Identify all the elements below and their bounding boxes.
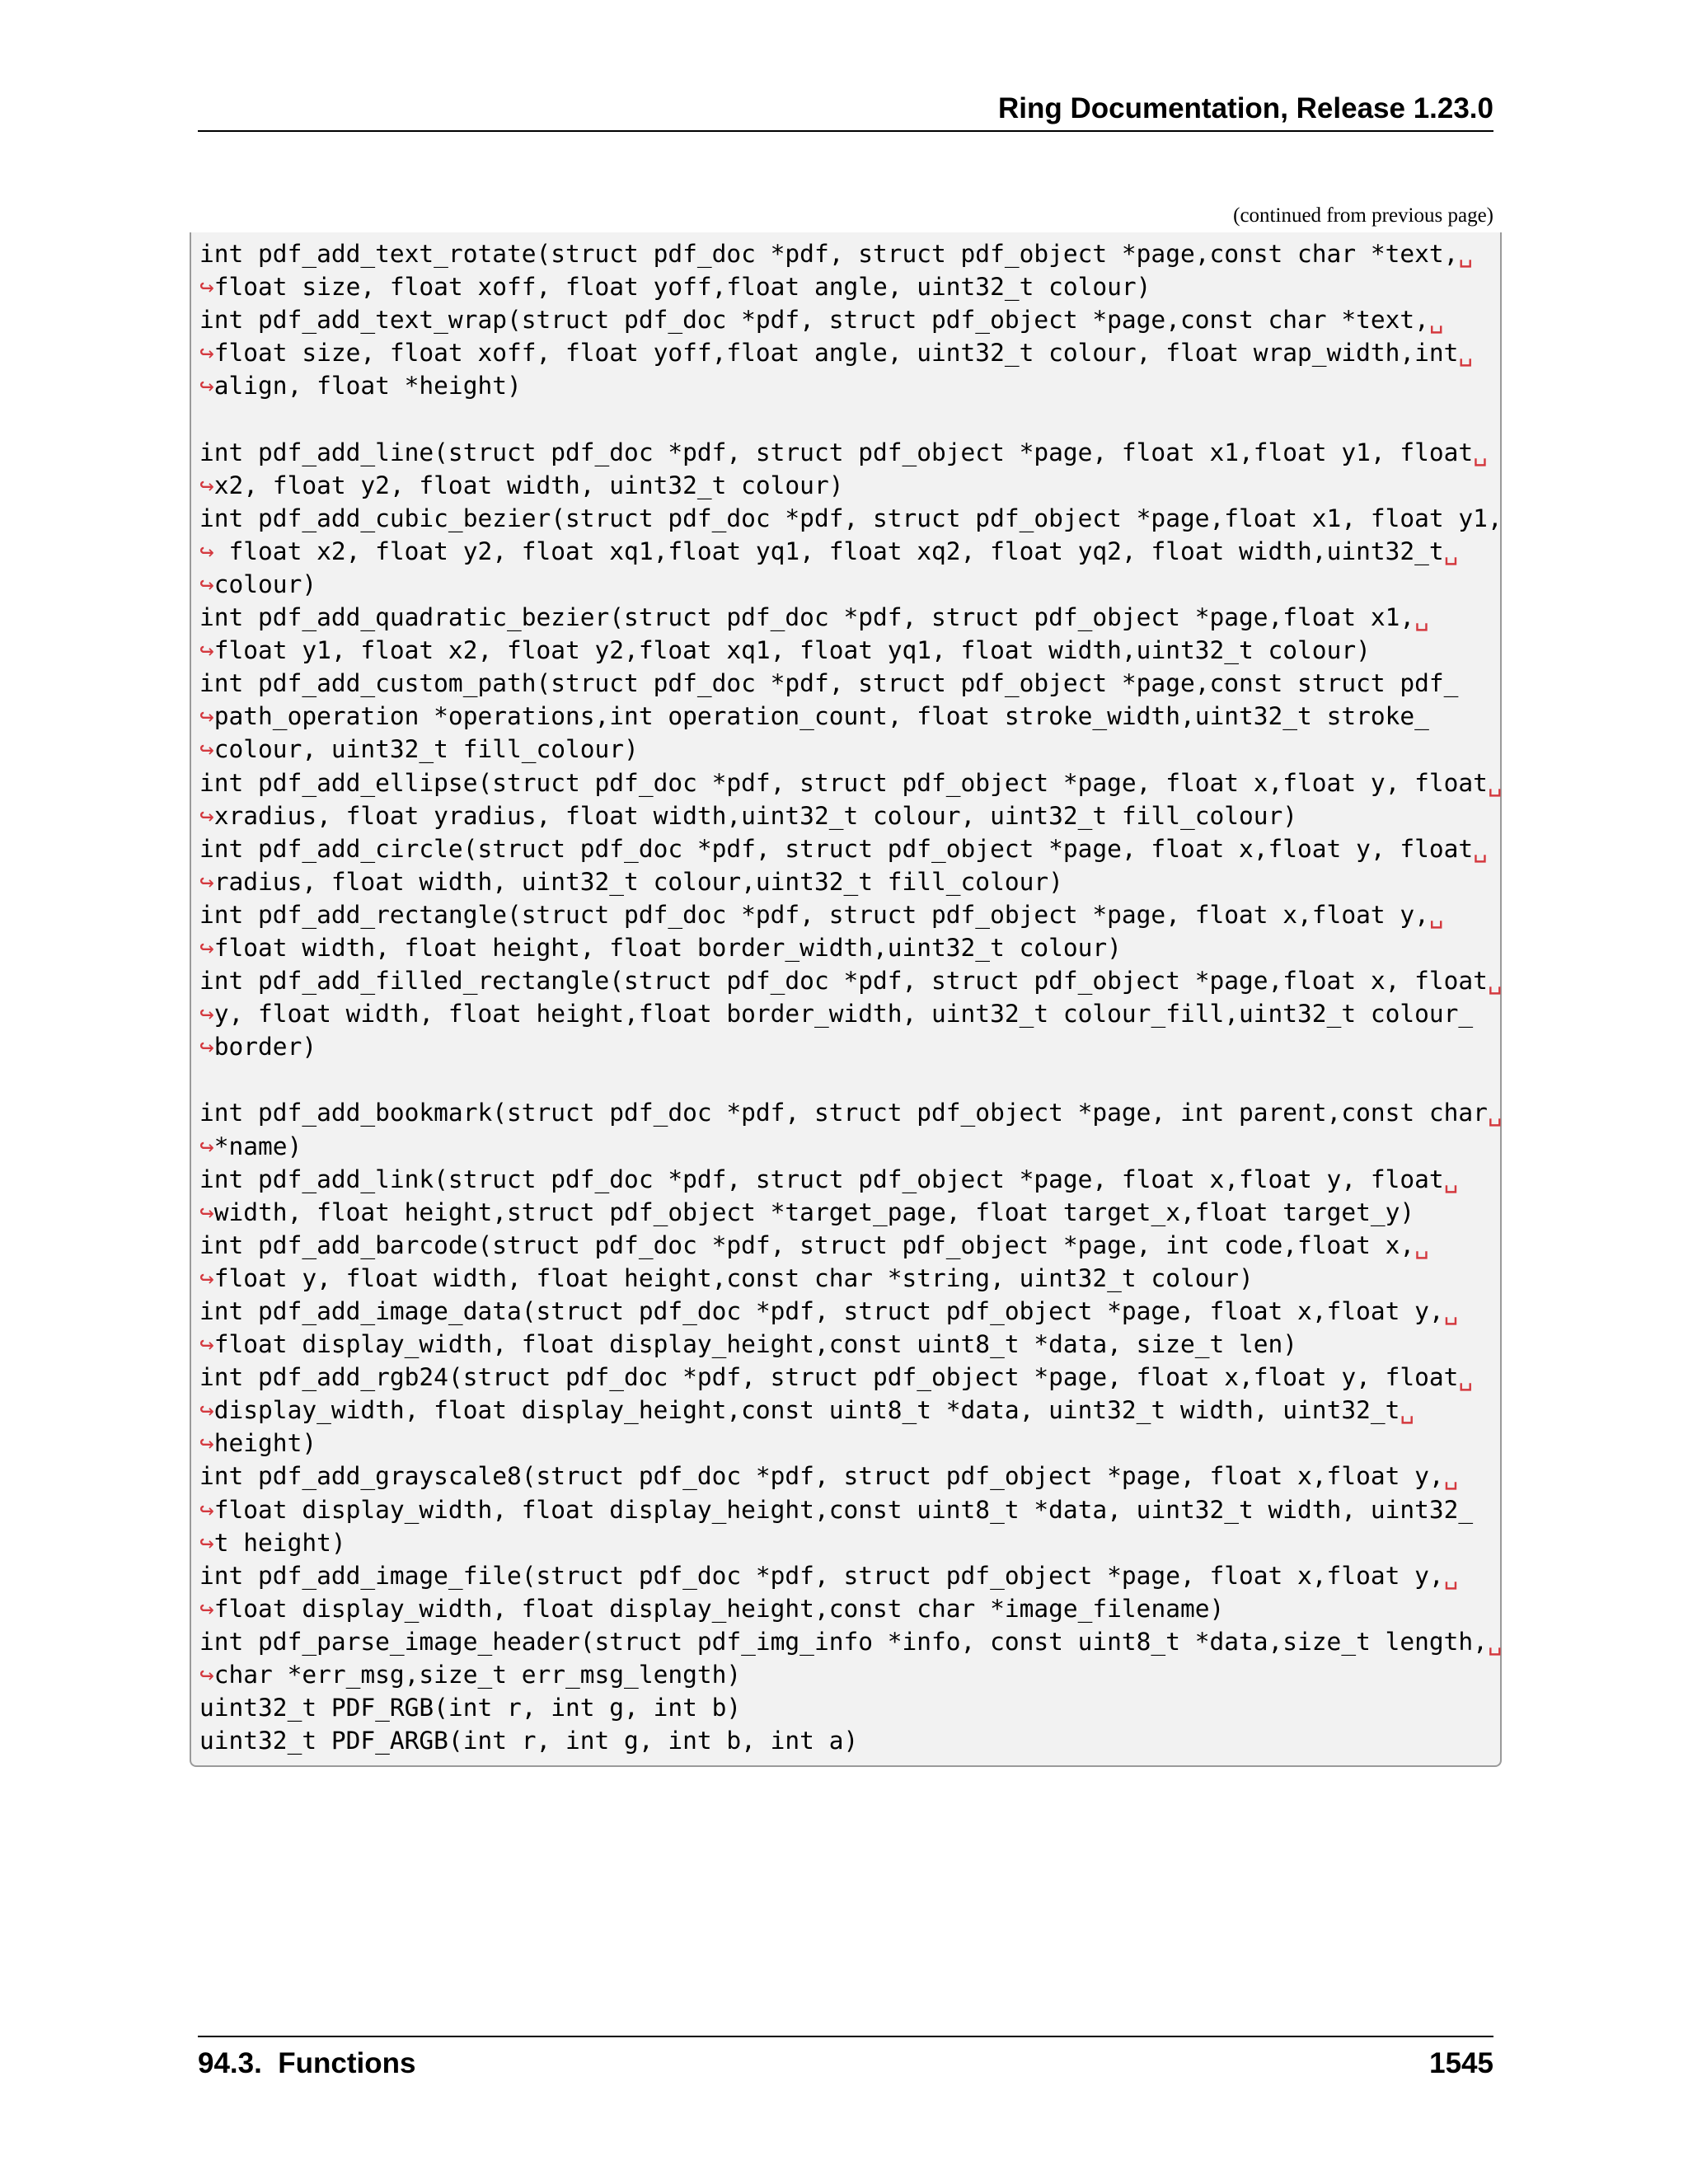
- continuation-arrow-icon: ↪: [199, 1000, 214, 1029]
- continued-note: (continued from previous page): [1233, 204, 1493, 227]
- code-text: char *err_msg,size_t err_msg_length): [213, 1661, 742, 1690]
- line-break-icon: ␣: [1458, 1363, 1474, 1392]
- code-text: int pdf_add_ellipse(struct pdf_doc *pdf, struct pdf_object *page, float x,float y, float: [199, 768, 1488, 797]
- code-line: [199, 865, 1503, 898]
- code-text: align, float *height): [213, 372, 522, 401]
- code-text: float x2, float y2, float xq1,float yq1, float xq2, float yq2, float width,uint32_t: [213, 537, 1444, 565]
- code-line: [199, 402, 1503, 435]
- code-lines: [199, 237, 1503, 1757]
- continuation-arrow-icon: ↪: [199, 801, 214, 830]
- code-text: int pdf_add_rectangle(struct pdf_doc *pdf, struct pdf_object *page, float x,float y,: [199, 900, 1429, 929]
- continuation-arrow-icon: ↪: [199, 1330, 214, 1359]
- code-line: [199, 766, 1503, 799]
- code-line: [199, 436, 1503, 469]
- code-text: int pdf_add_rgb24(struct pdf_doc *pdf, struct pdf_object *page, float x,float y, float: [199, 1363, 1459, 1392]
- code-line: [199, 1460, 1503, 1493]
- line-break-icon: ␣: [1428, 900, 1444, 929]
- line-break-icon: ␣: [1473, 438, 1488, 466]
- code-line: [199, 1063, 1503, 1096]
- code-text: float display_width, float display_height,const char *image_filename): [213, 1594, 1225, 1623]
- continuation-arrow-icon: ↪: [199, 1528, 214, 1557]
- line-break-icon: ␣: [1443, 1297, 1459, 1325]
- code-line: [199, 535, 1503, 568]
- continuation-arrow-icon: ↪: [199, 1132, 214, 1160]
- code-line: [199, 898, 1503, 931]
- line-break-icon: ␣: [1458, 339, 1474, 368]
- line-break-icon: ␣: [1443, 1462, 1459, 1491]
- continuation-arrow-icon: ↪: [199, 933, 214, 962]
- code-line: [199, 1427, 1503, 1460]
- page-footer: [198, 2036, 1493, 2087]
- code-line: [199, 1196, 1503, 1229]
- code-text: int pdf_add_image_data(struct pdf_doc *pdf, struct pdf_object *page, float x,float y,: [199, 1297, 1444, 1325]
- code-line: [199, 1625, 1503, 1658]
- page-header: [198, 89, 1493, 132]
- code-line: [199, 1526, 1503, 1559]
- continuation-arrow-icon: ↪: [199, 273, 214, 302]
- continuation-arrow-icon: ↪: [199, 537, 214, 565]
- code-text: float display_width, float display_height,const uint8_t *data, size_t len): [213, 1330, 1298, 1359]
- line-break-icon: ␣: [1428, 306, 1444, 335]
- line-break-icon: ␣: [1443, 1561, 1459, 1590]
- code-line: [199, 667, 1503, 700]
- continuation-arrow-icon: ↪: [199, 1033, 214, 1062]
- continuation-arrow-icon: ↪: [199, 867, 214, 896]
- code-line: [199, 1130, 1503, 1163]
- continuation-arrow-icon: ↪: [199, 1661, 214, 1690]
- line-break-icon: ␣: [1414, 1230, 1429, 1259]
- code-text: x2, float y2, float width, uint32_t colour): [213, 471, 844, 499]
- code-text: y, float width, float height,float border_width, uint32_t colour_fill,uint32_t colour_: [213, 1000, 1474, 1029]
- code-text: int pdf_add_filled_rectangle(struct pdf_doc *pdf, struct pdf_object *page,float x, float: [199, 967, 1488, 996]
- code-line: [199, 1592, 1503, 1625]
- code-text: path_operation *operations,int operation_count, float stroke_width,uint32_t stroke_: [213, 702, 1429, 731]
- code-line: [199, 700, 1503, 733]
- code-text: float y, float width, float height,const char *string, uint32_t colour): [213, 1263, 1254, 1292]
- code-line: [199, 369, 1503, 402]
- code-text: float display_width, float display_height,const uint8_t *data, uint32_t width, uint32_: [213, 1495, 1474, 1524]
- code-text: int pdf_add_link(struct pdf_doc *pdf, struct pdf_object *page, float x,float y, float: [199, 1165, 1444, 1193]
- code-text: float size, float xoff, float yoff,float angle, uint32_t colour, float wrap_width,int: [213, 339, 1459, 368]
- code-line: [199, 1658, 1503, 1691]
- line-break-icon: ␣: [1473, 834, 1488, 863]
- code-line: [199, 1030, 1503, 1063]
- code-line: [199, 601, 1503, 634]
- code-line: [199, 502, 1503, 535]
- code-line: [199, 303, 1503, 336]
- code-line: [199, 1163, 1503, 1196]
- continuation-arrow-icon: ↪: [199, 1594, 214, 1623]
- code-text: int pdf_add_barcode(struct pdf_doc *pdf, struct pdf_object *page, int code,float x,: [199, 1230, 1415, 1259]
- continuation-arrow-icon: ↪: [199, 735, 214, 764]
- line-break-icon: ␣: [1487, 1099, 1503, 1127]
- code-text: int pdf_parse_image_header(struct pdf_img_info *info, const uint8_t *data,size_t length,: [199, 1627, 1488, 1656]
- section-title: 94.3. Functions: [198, 2047, 416, 2079]
- line-break-icon: ␣: [1487, 768, 1503, 797]
- line-break-icon: ␣: [1487, 967, 1503, 996]
- code-text: *name): [213, 1132, 302, 1160]
- code-line: [199, 931, 1503, 964]
- code-text: border): [213, 1033, 317, 1062]
- code-text: int pdf_add_image_file(struct pdf_doc *pdf, struct pdf_object *page, float x,float y,: [199, 1561, 1444, 1590]
- line-break-icon: ␣: [1400, 1396, 1415, 1425]
- continuation-arrow-icon: ↪: [199, 569, 214, 598]
- page-number: 1545: [1429, 2047, 1493, 2079]
- line-break-icon: ␣: [1443, 537, 1459, 565]
- code-line: [199, 634, 1503, 667]
- code-line: [199, 832, 1503, 865]
- code-line: [199, 1096, 1503, 1129]
- code-text: int pdf_add_circle(struct pdf_doc *pdf, struct pdf_object *page, float x,float y, float: [199, 834, 1474, 863]
- code-line: [199, 1724, 1503, 1757]
- line-break-icon: ␣: [1487, 1627, 1503, 1656]
- code-text: uint32_t PDF_ARGB(int r, int g, int b, int a): [199, 1727, 859, 1755]
- code-line: [199, 799, 1503, 832]
- code-block: [190, 232, 1502, 1767]
- code-text: xradius, float yradius, float width,uint32_t colour, uint32_t fill_colour): [213, 801, 1298, 830]
- code-text: int pdf_add_custom_path(struct pdf_doc *pdf, struct pdf_object *page,const struct pdf_: [199, 669, 1459, 698]
- document-title: Ring Documentation, Release 1.23.0: [997, 92, 1493, 124]
- code-text: height): [213, 1429, 317, 1458]
- code-text: float y1, float x2, float y2,float xq1, float yq1, float width,uint32_t colour): [213, 636, 1371, 665]
- continuation-arrow-icon: ↪: [199, 1197, 214, 1226]
- code-text: float size, float xoff, float yoff,float angle, uint32_t colour): [213, 273, 1151, 302]
- code-line: [199, 1229, 1503, 1262]
- code-text: display_width, float display_height,const uint8_t *data, uint32_t width, uint32_t: [213, 1396, 1400, 1425]
- code-text: float width, float height, float border_width,uint32_t colour): [213, 933, 1122, 962]
- continuation-arrow-icon: ↪: [199, 1495, 214, 1524]
- code-line: [199, 270, 1503, 303]
- line-break-icon: ␣: [1443, 1165, 1459, 1193]
- code-text: int pdf_add_cubic_bezier(struct pdf_doc *pdf, struct pdf_object *page,float x1, float y1,: [199, 504, 1503, 532]
- code-line: [199, 1361, 1503, 1394]
- code-text: int pdf_add_line(struct pdf_doc *pdf, struct pdf_object *page, float x1,float y1, float: [199, 438, 1474, 466]
- code-text: t height): [213, 1528, 346, 1557]
- code-text: int pdf_add_text_wrap(struct pdf_doc *pdf, struct pdf_object *page,const char *text,: [199, 306, 1429, 335]
- code-line: [199, 1394, 1503, 1427]
- code-text: width, float height,struct pdf_object *target_page, float target_x,float target_y): [213, 1197, 1415, 1226]
- code-line: [199, 1493, 1503, 1526]
- code-line: [199, 1691, 1503, 1724]
- code-text: int pdf_add_quadratic_bezier(struct pdf_doc *pdf, struct pdf_object *page,float x1,: [199, 603, 1415, 632]
- continuation-arrow-icon: ↪: [199, 471, 214, 499]
- code-line: [199, 1328, 1503, 1361]
- code-text: uint32_t PDF_RGB(int r, int g, int b): [199, 1694, 742, 1722]
- code-text: colour): [213, 569, 317, 598]
- continuation-arrow-icon: ↪: [199, 702, 214, 731]
- code-line: [199, 964, 1503, 997]
- code-text: int pdf_add_grayscale8(struct pdf_doc *pdf, struct pdf_object *page, float x,float y,: [199, 1462, 1444, 1491]
- code-text: int pdf_add_bookmark(struct pdf_doc *pdf, struct pdf_object *page, int parent,const char: [199, 1099, 1488, 1127]
- code-line: [199, 469, 1503, 502]
- code-text: radius, float width, uint32_t colour,uint32_t fill_colour): [213, 867, 1063, 896]
- continuation-arrow-icon: ↪: [199, 339, 214, 368]
- continuation-arrow-icon: ↪: [199, 372, 214, 401]
- code-line: [199, 997, 1503, 1030]
- continuation-arrow-icon: ↪: [199, 1396, 214, 1425]
- line-break-icon: ␣: [1458, 240, 1474, 268]
- code-line: [199, 336, 1503, 369]
- continuation-arrow-icon: ↪: [199, 1263, 214, 1292]
- code-text: colour, uint32_t fill_colour): [213, 735, 639, 764]
- continuation-arrow-icon: ↪: [199, 1429, 214, 1458]
- line-break-icon: ␣: [1414, 603, 1429, 632]
- code-line: [199, 568, 1503, 601]
- code-line: [199, 1262, 1503, 1295]
- code-line: [199, 1295, 1503, 1328]
- code-line: [199, 733, 1503, 766]
- code-line: [199, 1559, 1503, 1592]
- continuation-arrow-icon: ↪: [199, 636, 214, 665]
- code-text: int pdf_add_text_rotate(struct pdf_doc *pdf, struct pdf_object *page,const char *text,: [199, 240, 1459, 268]
- code-line: [199, 237, 1503, 270]
